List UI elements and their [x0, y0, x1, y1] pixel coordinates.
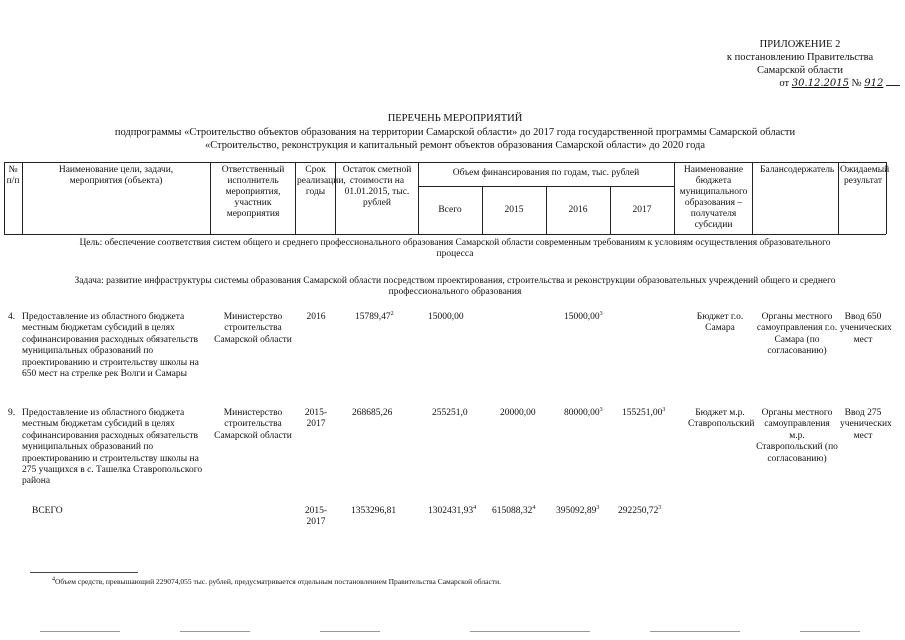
footnote-text: Объем средств, превышающий 229074,055 тыс. рублей, предусматривается отдельным постановлением Правительства Самарской области.: [55, 577, 501, 586]
row-total: 15000,00: [428, 312, 464, 322]
total-2017: 292250,72$^3$: [618, 504, 662, 516]
total-term: 2015-2017: [304, 506, 328, 528]
footnote-mark: 4: [52, 576, 55, 583]
document-heading: [20, 112, 890, 153]
row-2016: 80000,00$^3$: [564, 406, 603, 418]
header-executor: Ответственный исполнитель мероприятия, участник мероприятия: [221, 165, 285, 219]
total-label: ВСЕГО: [32, 506, 63, 516]
header-name: Наименование цели, задачи, мероприятия (объекта): [58, 165, 174, 186]
header-funding: Объем финансирования по годам, тыс. рублей: [452, 168, 640, 178]
handwritten-date: 30.12.2015: [791, 78, 849, 90]
number-prefix: №: [851, 78, 862, 90]
appendix-block: [700, 38, 900, 91]
row-budget: Бюджет г.о. Самара: [696, 312, 744, 334]
row-2017: 155251,00$^3$: [622, 406, 666, 418]
row-num: 4.: [8, 312, 16, 322]
row-result: Ввод 275 ученических мест: [840, 408, 892, 441]
header-total: Всего: [438, 205, 462, 215]
header-2015: 2015: [504, 205, 524, 215]
appendix-date-line: [700, 77, 900, 91]
header-result: Ожидаемый результат: [840, 165, 890, 186]
row-name: Предоставление из областного бюджета местным бюджетам субсидий в целях софинансирования расходных обязательств муниципальных образований по проектированию и строительству школы на 650 мест на стрелке рек Волги и Самары: [22, 312, 199, 379]
header-term: Срок реализации, годы: [297, 165, 346, 197]
header-remaining: Остаток сметной стоимости на 01.01.2015, тыс. рублей: [342, 165, 412, 208]
task-text: Задача: развитие инфраструктуры системы образования Самарской области посредством проектирования, строительства и реконструкции образовательных учреждений общего и среднего профессионального образования: [74, 276, 836, 298]
header-holder: Балансодержатель: [760, 165, 835, 175]
row-term: 2015-2017: [304, 408, 328, 430]
goal-text: Цель: обеспечение соответствия систем общего и среднего профессионального образования Самарской области современным требованиям к условиям осуществления образовательного процесса: [79, 238, 831, 260]
row-holder: Органы местного самоуправления г.о. Самара (по согласованию): [756, 312, 838, 357]
row-budget: Бюджет м.р. Ставропольский: [688, 408, 755, 430]
footnote: [52, 578, 872, 587]
row-remaining: 268685,26: [352, 408, 393, 418]
total-2016: 395092,89$^3$: [556, 504, 600, 516]
header-num: № п/п: [6, 165, 20, 186]
total-remaining: 1353296,81: [351, 506, 397, 516]
row-result: Ввод 650 ученических мест: [840, 312, 892, 345]
appendix-line-1: к постановлению Правительства: [726, 52, 874, 64]
total-total: 1302431,93$^4$: [428, 504, 477, 516]
row-total: 255251,0: [432, 408, 468, 418]
row-name: Предоставление из областного бюджета местным бюджетам субсидий в целях софинансирования расходных обязательств муниципальных образований по проектированию и строительству школы на 275 учащихся в с. Ташелка Ставропольского района: [22, 408, 203, 487]
date-prefix: от: [779, 78, 790, 90]
row-executor: Министерство строительства Самарской области: [214, 312, 292, 345]
row-num: 9.: [8, 408, 16, 418]
header-2016: 2016: [568, 205, 588, 215]
row-2016: 15000,00$^3$: [564, 310, 603, 322]
row-term: 2016: [306, 312, 326, 322]
row-remaining: 15789,47$^2$: [355, 310, 394, 322]
footnote-separator: [30, 572, 138, 573]
row-2015: 20000,00: [500, 408, 536, 418]
heading-title: ПЕРЕЧЕНЬ МЕРОПРИЯТИЙ: [387, 113, 523, 124]
header-budget: Наименование бюджета муниципального образования – получателя субсидии: [679, 165, 748, 230]
row-holder: Органы местного самоуправления м.р. Ставропольский (по согласованию): [756, 408, 838, 464]
header-2017: 2017: [632, 205, 652, 215]
total-2015: 615088,32$^4$: [492, 504, 536, 516]
appendix-title: ПРИЛОЖЕНИЕ 2: [759, 39, 841, 50]
heading-line-1: подпрограммы «Строительство объектов образования на территории Самарской области» до 2017 года государственной программы Самарской области: [114, 126, 796, 138]
heading-line-2: «Строительство, реконструкция и капитальный ремонт объектов образования Самарской области» до 2020 года: [204, 140, 706, 152]
row-executor: Министерство строительства Самарской области: [214, 408, 292, 441]
handwritten-number: 912: [864, 78, 884, 90]
appendix-line-2: Самарской области: [757, 65, 843, 77]
